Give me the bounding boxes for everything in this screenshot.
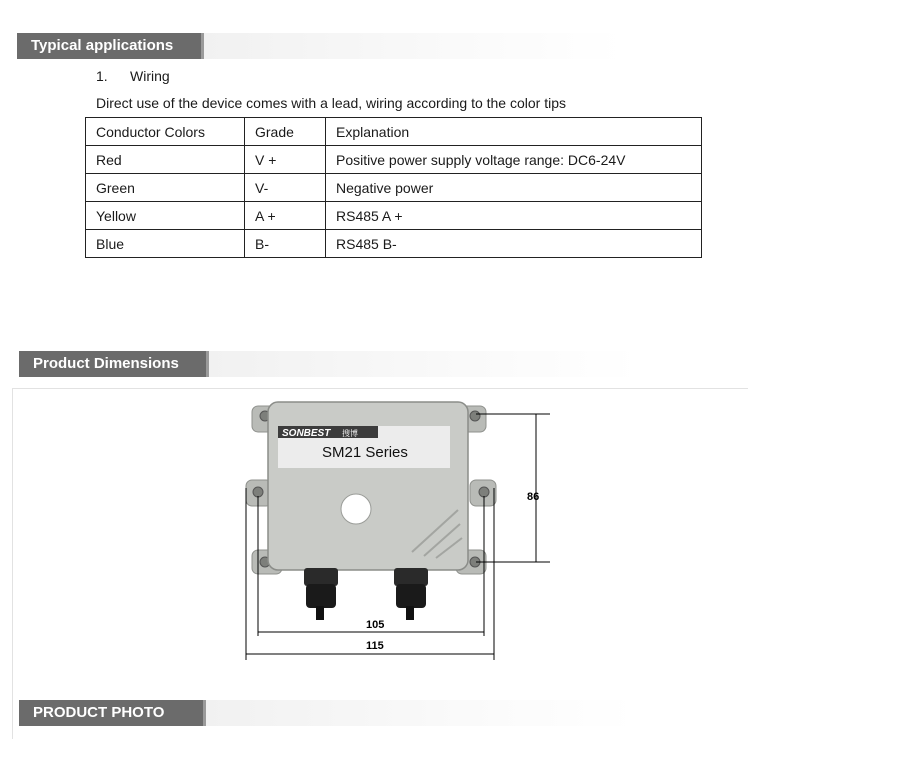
explanation-cell: RS485 B- (326, 230, 702, 258)
brand-suffix: 搜博 (342, 429, 358, 438)
height-label: 86 (527, 491, 540, 503)
wiring-number: 1. (96, 68, 108, 84)
column-header: Grade (245, 118, 326, 146)
dimension-drawing (220, 392, 580, 672)
column-header: Conductor Colors (86, 118, 245, 146)
explanation-cell: RS485 A + (326, 202, 702, 230)
explanation-cell: Negative power (326, 174, 702, 202)
wiring-heading (96, 68, 170, 84)
brand-text: SONBEST (282, 428, 331, 439)
conductor-color-cell: Blue (86, 230, 245, 258)
grade-cell: V + (245, 146, 326, 174)
model-text: SM21 Series (322, 444, 408, 461)
table-row (86, 146, 702, 174)
wiring-intro: Direct use of the device comes with a lead, wiring according to the color tips (96, 95, 567, 111)
explanation-cell: Positive power supply voltage range: DC6-24V (326, 146, 702, 174)
grade-cell: V- (245, 174, 326, 202)
section-header-fade (204, 33, 624, 59)
indicator-window (341, 494, 371, 524)
table-row (86, 202, 702, 230)
column-header: Explanation (326, 118, 702, 146)
section-header-fade (206, 700, 636, 726)
conductor-color-cell: Red (86, 146, 245, 174)
cable-glands (304, 568, 428, 620)
inner-width-label: 105 (366, 619, 385, 631)
section-header-typical-applications: Typical applications (17, 33, 204, 59)
table-header-row (86, 118, 702, 146)
section-header-fade (209, 351, 639, 377)
grade-cell: B- (245, 230, 326, 258)
table-row (86, 230, 702, 258)
table-row (86, 174, 702, 202)
conductor-color-cell: Green (86, 174, 245, 202)
section-header-product-photo: PRODUCT PHOTO (19, 700, 206, 726)
outer-width-label: 115 (366, 640, 384, 652)
conductor-color-cell: Yellow (86, 202, 245, 230)
wiring-table (85, 117, 702, 258)
grade-cell: A + (245, 202, 326, 230)
section-header-product-dimensions: Product Dimensions (19, 351, 209, 377)
wiring-title: Wiring (130, 68, 170, 84)
